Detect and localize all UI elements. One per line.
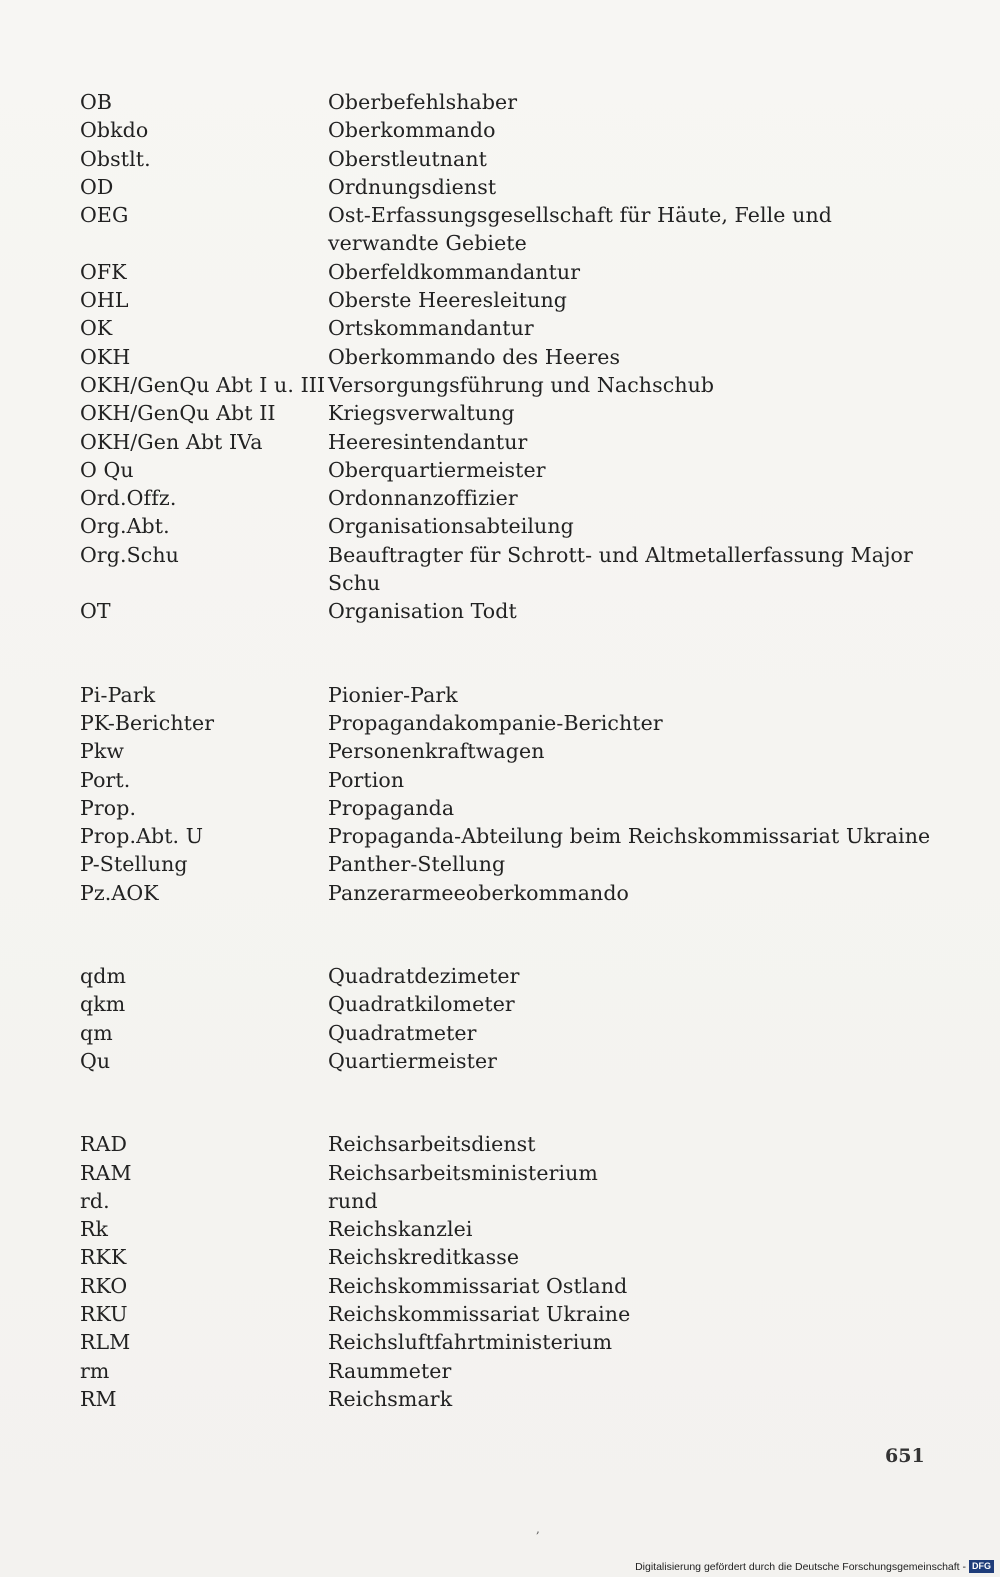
glossary-entry xyxy=(80,484,940,512)
abbreviation: Pi-Park xyxy=(80,682,156,707)
glossary-entry xyxy=(80,1272,940,1300)
definition: Panzerarmeeoberkommando xyxy=(328,880,629,905)
abbreviation: RAD xyxy=(80,1132,127,1157)
definition: Reichskanzlei xyxy=(328,1217,473,1242)
abbreviation: RKU xyxy=(80,1301,128,1326)
abbreviation: OEG xyxy=(80,203,129,228)
definition: Oberste Heeresleitung xyxy=(328,288,567,313)
definition: Organisation Todt xyxy=(328,599,517,624)
glossary-entry xyxy=(80,1019,940,1047)
glossary-entry xyxy=(80,286,940,314)
abbreviation: OKH xyxy=(80,344,131,369)
definition: Reichskommissariat Ukraine xyxy=(328,1301,631,1326)
abbreviation: qm xyxy=(80,1020,113,1045)
glossary-group-o xyxy=(80,88,940,626)
glossary-entry xyxy=(80,1215,940,1243)
definition: Oberquartiermeister xyxy=(328,457,546,482)
glossary-entry xyxy=(80,822,940,850)
definition: Propaganda-Abteilung beim Reichskommissariat Ukraine xyxy=(328,824,931,849)
glossary-entry xyxy=(80,541,940,598)
abbreviation: Pkw xyxy=(80,739,125,764)
glossary-entry xyxy=(80,343,940,371)
abbreviation: RKO xyxy=(80,1273,128,1298)
abbreviation: OFK xyxy=(80,259,127,284)
glossary-entry xyxy=(80,399,940,427)
abbreviation: OHL xyxy=(80,288,129,313)
definition: Quadratkilometer xyxy=(328,992,515,1017)
definition: Reichsmark xyxy=(328,1386,453,1411)
definition: Raummeter xyxy=(328,1358,452,1383)
glossary-entry xyxy=(80,1357,940,1385)
definition: Quadratdezimeter xyxy=(328,964,520,989)
abbreviation: Rk xyxy=(80,1217,109,1242)
definition: Oberstleutnant xyxy=(328,146,488,171)
glossary-entry xyxy=(80,314,940,342)
glossary-entry xyxy=(80,1300,940,1328)
abbreviation: OB xyxy=(80,90,113,114)
abbreviation: RM xyxy=(80,1386,117,1411)
glossary-entry xyxy=(80,428,940,456)
stray-mark: , xyxy=(536,1522,540,1536)
glossary-entry xyxy=(80,258,940,286)
glossary-group-q xyxy=(80,962,940,1075)
definition: Oberbefehlshaber xyxy=(328,90,518,114)
glossary-entry xyxy=(80,1328,940,1356)
definition: Versorgungsführung und Nachschub xyxy=(328,372,715,397)
abbreviation: OD xyxy=(80,174,114,199)
abbreviation: Org.Schu xyxy=(80,542,179,567)
glossary-entry xyxy=(80,879,940,907)
definition: Portion xyxy=(328,767,405,792)
abbreviation: Qu xyxy=(80,1048,111,1073)
digitization-footer xyxy=(635,1560,994,1573)
abbreviation: Port. xyxy=(80,767,131,792)
abbreviation: Prop.Abt. U xyxy=(80,824,204,849)
definition: Propagandakompanie-Berichter xyxy=(328,710,663,735)
abbreviation: Obstlt. xyxy=(80,146,151,171)
abbreviation: Org.Abt. xyxy=(80,514,170,539)
glossary-entry xyxy=(80,116,940,144)
glossary-entry xyxy=(80,145,940,173)
definition: Reichsluftfahrtministerium xyxy=(328,1330,613,1355)
abbreviation: OKH/GenQu Abt II xyxy=(80,401,276,426)
abbreviation-glossary xyxy=(80,88,940,1468)
glossary-entry xyxy=(80,990,940,1018)
glossary-entry xyxy=(80,1243,940,1271)
glossary-entry xyxy=(80,456,940,484)
dfg-logo: DFG xyxy=(969,1560,994,1573)
definition: Ortskommandantur xyxy=(328,316,534,341)
definition: Ordnungsdienst xyxy=(328,174,497,199)
footer-text: Digitalisierung gefördert durch die Deutsche Forschungsgemeinschaft - xyxy=(635,1560,966,1573)
glossary-entry xyxy=(80,597,940,625)
definition: Reichskommissariat Ostland xyxy=(328,1273,628,1298)
definition: rund xyxy=(328,1188,378,1213)
definition: Oberfeldkommandantur xyxy=(328,259,581,284)
glossary-entry xyxy=(80,512,940,540)
glossary-entry xyxy=(80,371,940,399)
definition: Reichskreditkasse xyxy=(328,1245,520,1270)
glossary-entry xyxy=(80,962,940,990)
glossary-group-r xyxy=(80,1130,940,1413)
abbreviation: qkm xyxy=(80,992,126,1017)
abbreviation: Prop. xyxy=(80,795,137,820)
glossary-entry xyxy=(80,850,940,878)
definition: Oberkommando xyxy=(328,118,496,143)
definition: Panther-Stellung xyxy=(328,852,506,877)
glossary-entry xyxy=(80,1187,940,1215)
glossary-entry xyxy=(80,173,940,201)
abbreviation: rm xyxy=(80,1358,110,1383)
definition: Beauftragter für Schrott- und Altmetallerfassung Major Schu xyxy=(328,542,913,596)
abbreviation: Pz.AOK xyxy=(80,880,159,905)
abbreviation: qdm xyxy=(80,964,126,989)
abbreviation: RKK xyxy=(80,1245,127,1270)
definition: Ordonnanzoffizier xyxy=(328,486,518,511)
definition: Propaganda xyxy=(328,795,455,820)
glossary-entry xyxy=(80,794,940,822)
abbreviation: Obkdo xyxy=(80,118,149,143)
definition: Pionier-Park xyxy=(328,682,458,707)
abbreviation: OKH/GenQu Abt I u. III xyxy=(80,372,326,397)
glossary-entry xyxy=(80,1385,940,1413)
glossary-entry xyxy=(80,737,940,765)
glossary-entry xyxy=(80,1159,940,1187)
definition: Ost-Erfassungsgesellschaft für Häute, Felle und verwandte Gebiete xyxy=(328,203,832,256)
abbreviation: OT xyxy=(80,599,111,624)
abbreviation: rd. xyxy=(80,1188,110,1213)
definition: Organisationsabteilung xyxy=(328,514,574,539)
definition: Personenkraftwagen xyxy=(328,739,545,764)
glossary-entry xyxy=(80,1047,940,1075)
definition: Quartiermeister xyxy=(328,1048,498,1073)
abbreviation: OKH/Gen Abt IVa xyxy=(80,429,263,454)
abbreviation: RAM xyxy=(80,1160,132,1185)
abbreviation: P-Stellung xyxy=(80,852,188,877)
definition: Oberkommando des Heeres xyxy=(328,344,621,369)
definition: Reichsarbeitsministerium xyxy=(328,1160,598,1185)
abbreviation: Ord.Offz. xyxy=(80,486,177,511)
definition: Kriegsverwaltung xyxy=(328,401,515,426)
abbreviation: OK xyxy=(80,316,113,341)
page-number: 651 xyxy=(885,1445,925,1467)
glossary-group-p xyxy=(80,681,940,907)
glossary-entry xyxy=(80,1130,940,1158)
glossary-entry xyxy=(80,681,940,709)
definition: Reichsarbeitsdienst xyxy=(328,1132,536,1157)
definition: Heeresintendantur xyxy=(328,429,528,454)
glossary-entry xyxy=(80,201,940,258)
definition: Quadratmeter xyxy=(328,1020,477,1045)
glossary-entry xyxy=(80,88,940,116)
glossary-entry xyxy=(80,766,940,794)
abbreviation: PK-Berichter xyxy=(80,710,215,735)
glossary-entry xyxy=(80,709,940,737)
abbreviation: O Qu xyxy=(80,457,134,482)
abbreviation: RLM xyxy=(80,1330,131,1355)
